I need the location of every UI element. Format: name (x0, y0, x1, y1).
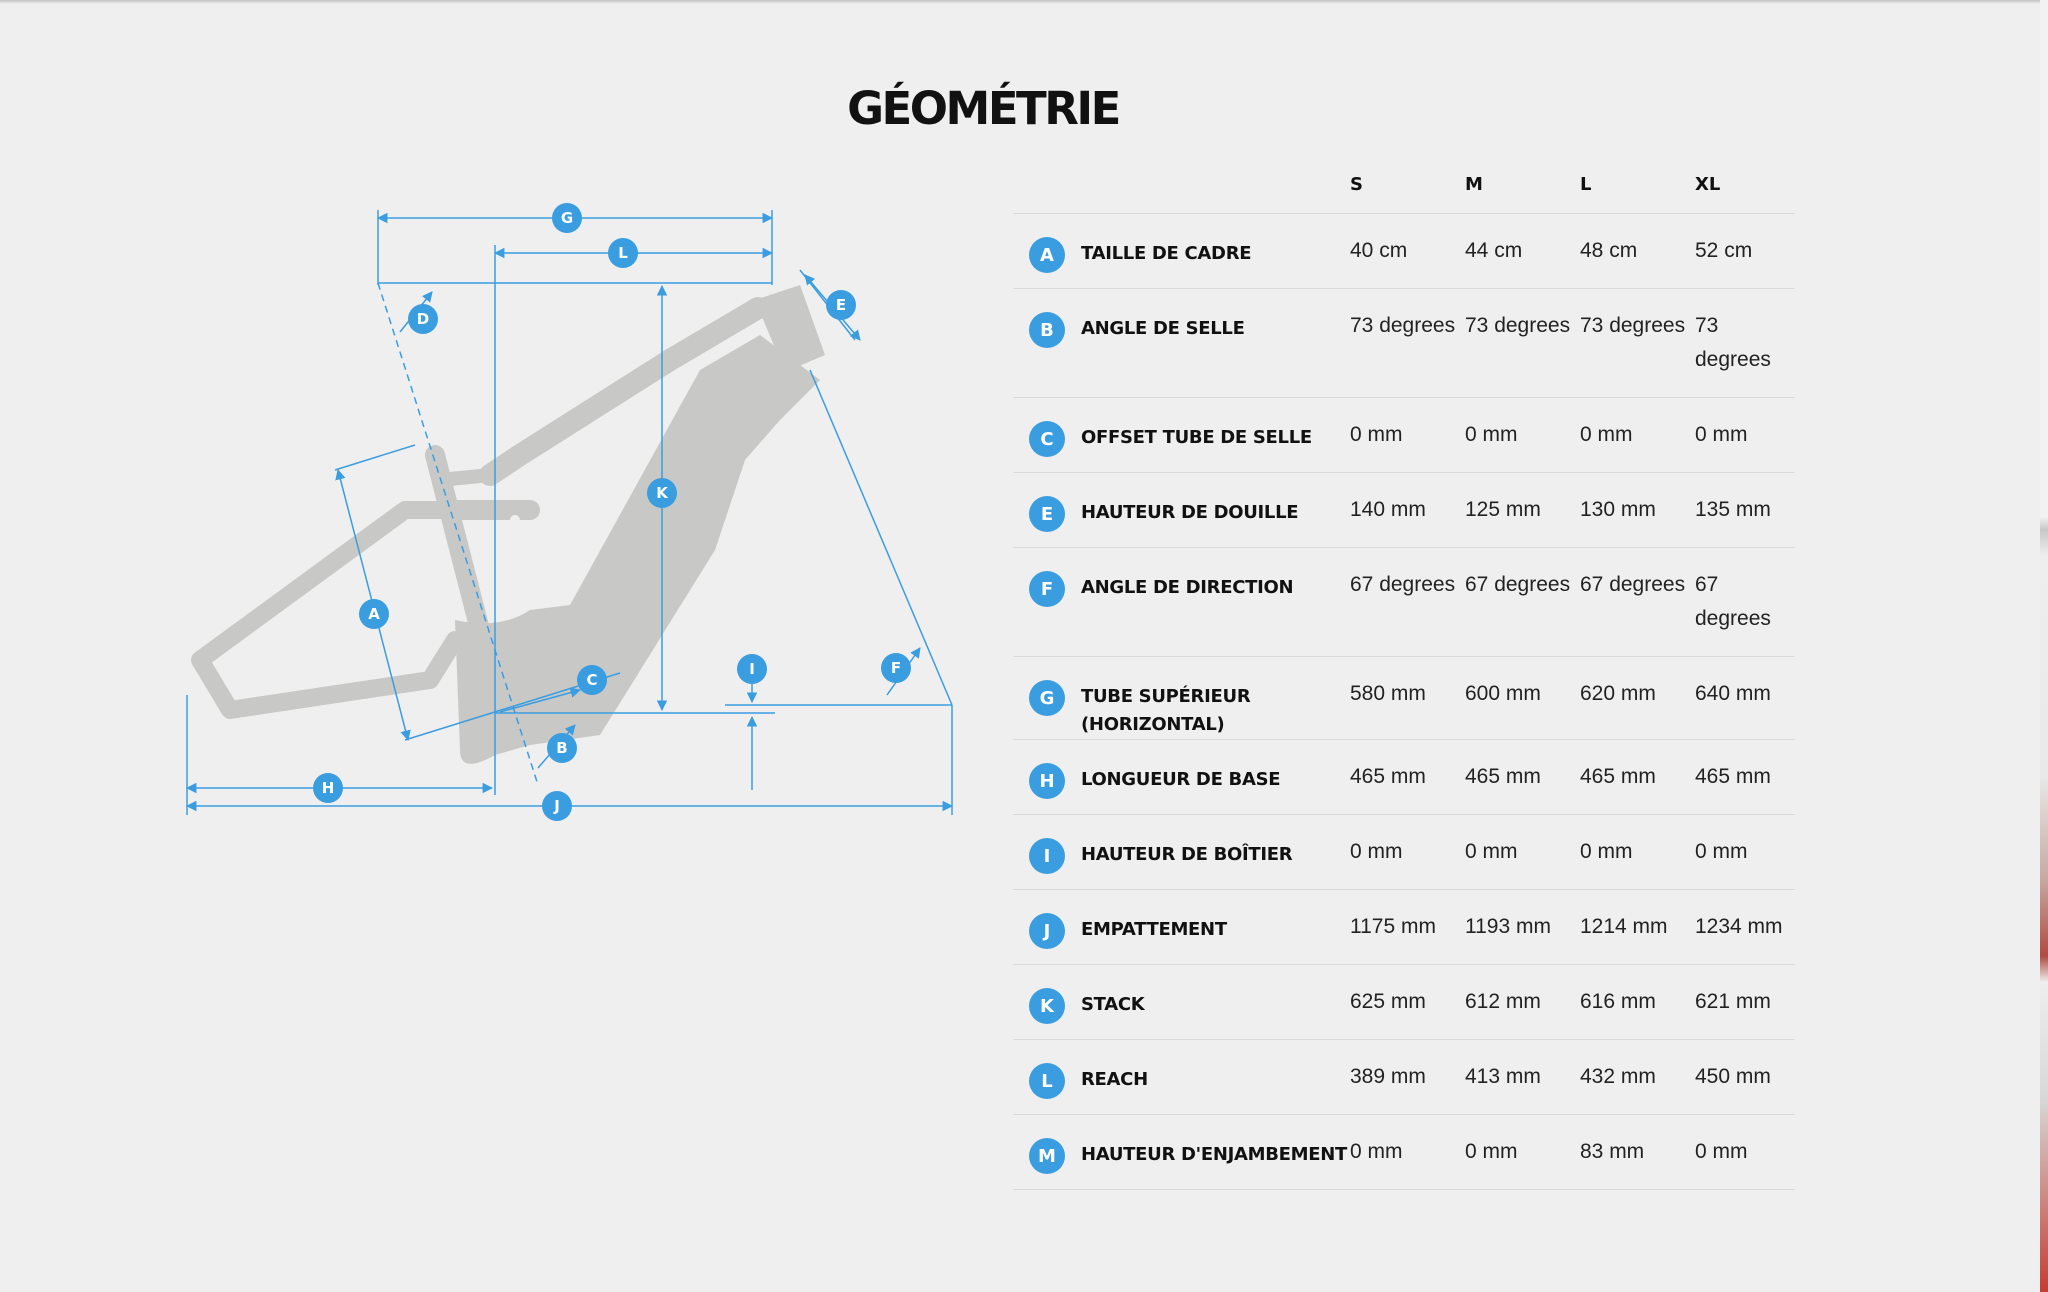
value-cell-m: 73 degrees (1465, 289, 1580, 398)
diagram-label-a (359, 599, 389, 629)
value-cell-s: 67 degrees (1350, 548, 1465, 657)
parameter-cell (1013, 965, 1350, 1040)
diagram-label-k (647, 478, 677, 508)
parameter-key-badge: E (1029, 496, 1065, 532)
value-cell-l: 620 mm (1580, 657, 1695, 740)
value-cell-xl: 0 mm (1695, 815, 1795, 890)
parameter-cell (1013, 473, 1350, 548)
top-shadow (0, 0, 2048, 4)
window-edge-strip (2040, 0, 2048, 1292)
value-cell-m: 0 mm (1465, 815, 1580, 890)
svg-text:C: C (586, 671, 598, 689)
parameter-key-badge: A (1029, 237, 1065, 273)
svg-text:I: I (749, 660, 755, 678)
value-cell-xl: 621 mm (1695, 965, 1795, 1040)
value-cell-xl: 465 mm (1695, 740, 1795, 815)
parameter-label: HAUTEUR DE DOUILLE (1081, 502, 1299, 523)
table-row (1013, 548, 1795, 657)
header-size-xl: XL (1695, 173, 1721, 195)
parameter-label: EMPATTEMENT (1081, 919, 1227, 940)
diagram-label-b (547, 733, 577, 763)
value-cell-s: 0 mm (1350, 815, 1465, 890)
parameter (1029, 987, 1350, 1024)
value-cell-xl: 640 mm (1695, 657, 1795, 740)
value-cell-l: 465 mm (1580, 740, 1695, 815)
value-cell-m: 125 mm (1465, 473, 1580, 548)
geometry-table (1013, 155, 1795, 1190)
svg-text:F: F (890, 659, 902, 677)
parameter (1029, 495, 1350, 532)
parameter-cell (1013, 890, 1350, 965)
parameter-label: REACH (1081, 1069, 1148, 1090)
parameter-cell (1013, 289, 1350, 398)
parameter-label: HAUTEUR D'ENJAMBEMENT (1081, 1144, 1347, 1165)
svg-text:J: J (554, 797, 560, 815)
table-row (1013, 473, 1795, 548)
svg-text:L: L (618, 244, 628, 262)
header-size-s: S (1350, 173, 1363, 195)
svg-text:K: K (656, 484, 668, 502)
value-cell-m: 413 mm (1465, 1040, 1580, 1115)
value-cell-l: 0 mm (1580, 398, 1695, 473)
parameter-cell (1013, 657, 1350, 740)
diagram-label-h (313, 773, 343, 803)
value-cell-xl: 73 degrees (1695, 289, 1795, 398)
parameter-cell (1013, 815, 1350, 890)
header-size-m: M (1465, 173, 1483, 195)
table-row (1013, 289, 1795, 398)
parameter-key-badge: C (1029, 421, 1065, 457)
value-cell-l: 0 mm (1580, 815, 1695, 890)
parameter (1029, 236, 1350, 273)
parameter (1029, 311, 1350, 348)
parameter-key-badge: G (1029, 680, 1065, 716)
parameter-label: ANGLE DE DIRECTION (1081, 577, 1294, 598)
svg-text:H: H (321, 779, 335, 797)
parameter-key-badge: J (1029, 913, 1065, 949)
parameter-key-badge: L (1029, 1063, 1065, 1099)
parameter (1029, 420, 1350, 457)
value-cell-l: 432 mm (1580, 1040, 1695, 1115)
parameter-cell (1013, 740, 1350, 815)
diagram-label-l (608, 238, 638, 268)
parameter-key-badge: H (1029, 763, 1065, 799)
bike-frame-illustration (180, 285, 825, 764)
diagram-label-e (826, 290, 856, 320)
parameter-label: OFFSET TUBE DE SELLE (1081, 427, 1312, 448)
diagram-label-j (542, 791, 572, 821)
value-cell-s: 140 mm (1350, 473, 1465, 548)
value-cell-l: 83 mm (1580, 1115, 1695, 1190)
value-cell-l: 48 cm (1580, 214, 1695, 289)
geometry-diagram (160, 190, 980, 830)
value-cell-m: 67 degrees (1465, 548, 1580, 657)
parameter (1029, 570, 1350, 607)
value-cell-l: 73 degrees (1580, 289, 1695, 398)
diagram-label-g (552, 203, 582, 233)
svg-text:A: A (368, 605, 380, 623)
value-cell-m: 1193 mm (1465, 890, 1580, 965)
value-cell-l: 616 mm (1580, 965, 1695, 1040)
parameter-cell (1013, 1115, 1350, 1190)
page-title: GÉOMÉTRIE (847, 82, 1119, 136)
value-cell-xl: 1234 mm (1695, 890, 1795, 965)
parameter (1029, 679, 1350, 739)
value-cell-s: 465 mm (1350, 740, 1465, 815)
value-cell-s: 625 mm (1350, 965, 1465, 1040)
value-cell-xl: 0 mm (1695, 398, 1795, 473)
value-cell-m: 44 cm (1465, 214, 1580, 289)
table-row (1013, 740, 1795, 815)
value-cell-l: 130 mm (1580, 473, 1695, 548)
value-cell-xl: 52 cm (1695, 214, 1795, 289)
table-body (1013, 214, 1795, 1190)
diagram-label-c (577, 665, 607, 695)
parameter-label: STACK (1081, 994, 1145, 1015)
svg-text:D: D (416, 310, 430, 328)
parameter (1029, 912, 1350, 949)
parameter-label: HAUTEUR DE BOÎTIER (1081, 844, 1293, 865)
header-size-l: L (1580, 173, 1592, 195)
table-row (1013, 965, 1795, 1040)
table-row (1013, 1040, 1795, 1115)
value-cell-m: 465 mm (1465, 740, 1580, 815)
parameter-cell (1013, 398, 1350, 473)
header-parameter (1013, 155, 1350, 214)
parameter-cell (1013, 548, 1350, 657)
parameter (1029, 1137, 1350, 1174)
parameter (1029, 837, 1350, 874)
table-row (1013, 657, 1795, 740)
parameter-cell (1013, 214, 1350, 289)
value-cell-s: 580 mm (1350, 657, 1465, 740)
parameter-key-badge: F (1029, 571, 1065, 607)
parameter-key-badge: M (1029, 1138, 1065, 1174)
value-cell-s: 73 degrees (1350, 289, 1465, 398)
value-cell-l: 67 degrees (1580, 548, 1695, 657)
value-cell-xl: 135 mm (1695, 473, 1795, 548)
value-cell-s: 40 cm (1350, 214, 1465, 289)
value-cell-m: 600 mm (1465, 657, 1580, 740)
table-row (1013, 1115, 1795, 1190)
diagram-label-f (881, 653, 911, 683)
table-row (1013, 214, 1795, 289)
value-cell-m: 0 mm (1465, 398, 1580, 473)
parameter-label: ANGLE DE SELLE (1081, 318, 1245, 339)
parameter (1029, 1062, 1350, 1099)
parameter-key-badge: I (1029, 838, 1065, 874)
value-cell-m: 0 mm (1465, 1115, 1580, 1190)
parameter-key-badge: B (1029, 312, 1065, 348)
value-cell-m: 612 mm (1465, 965, 1580, 1040)
diagram-label-d (408, 304, 438, 334)
table-header-row (1013, 155, 1795, 214)
parameter-label: LONGUEUR DE BASE (1081, 769, 1281, 790)
table-row (1013, 890, 1795, 965)
value-cell-xl: 450 mm (1695, 1040, 1795, 1115)
svg-text:E: E (835, 296, 847, 314)
diagram-label-i (737, 654, 767, 684)
svg-text:G: G (560, 209, 574, 227)
value-cell-l: 1214 mm (1580, 890, 1695, 965)
parameter-key-badge: K (1029, 988, 1065, 1024)
svg-text:B: B (556, 739, 568, 757)
parameter (1029, 762, 1350, 799)
value-cell-xl: 67 degrees (1695, 548, 1795, 657)
parameter-label: TUBE SUPÉRIEUR (HORIZONTAL) (1081, 686, 1251, 735)
value-cell-xl: 0 mm (1695, 1115, 1795, 1190)
parameter-cell (1013, 1040, 1350, 1115)
value-cell-s: 0 mm (1350, 398, 1465, 473)
value-cell-s: 389 mm (1350, 1040, 1465, 1115)
value-cell-s: 1175 mm (1350, 890, 1465, 965)
value-cell-s: 0 mm (1350, 1115, 1465, 1190)
parameter-label: TAILLE DE CADRE (1081, 243, 1252, 264)
table-row (1013, 815, 1795, 890)
table-row (1013, 398, 1795, 473)
